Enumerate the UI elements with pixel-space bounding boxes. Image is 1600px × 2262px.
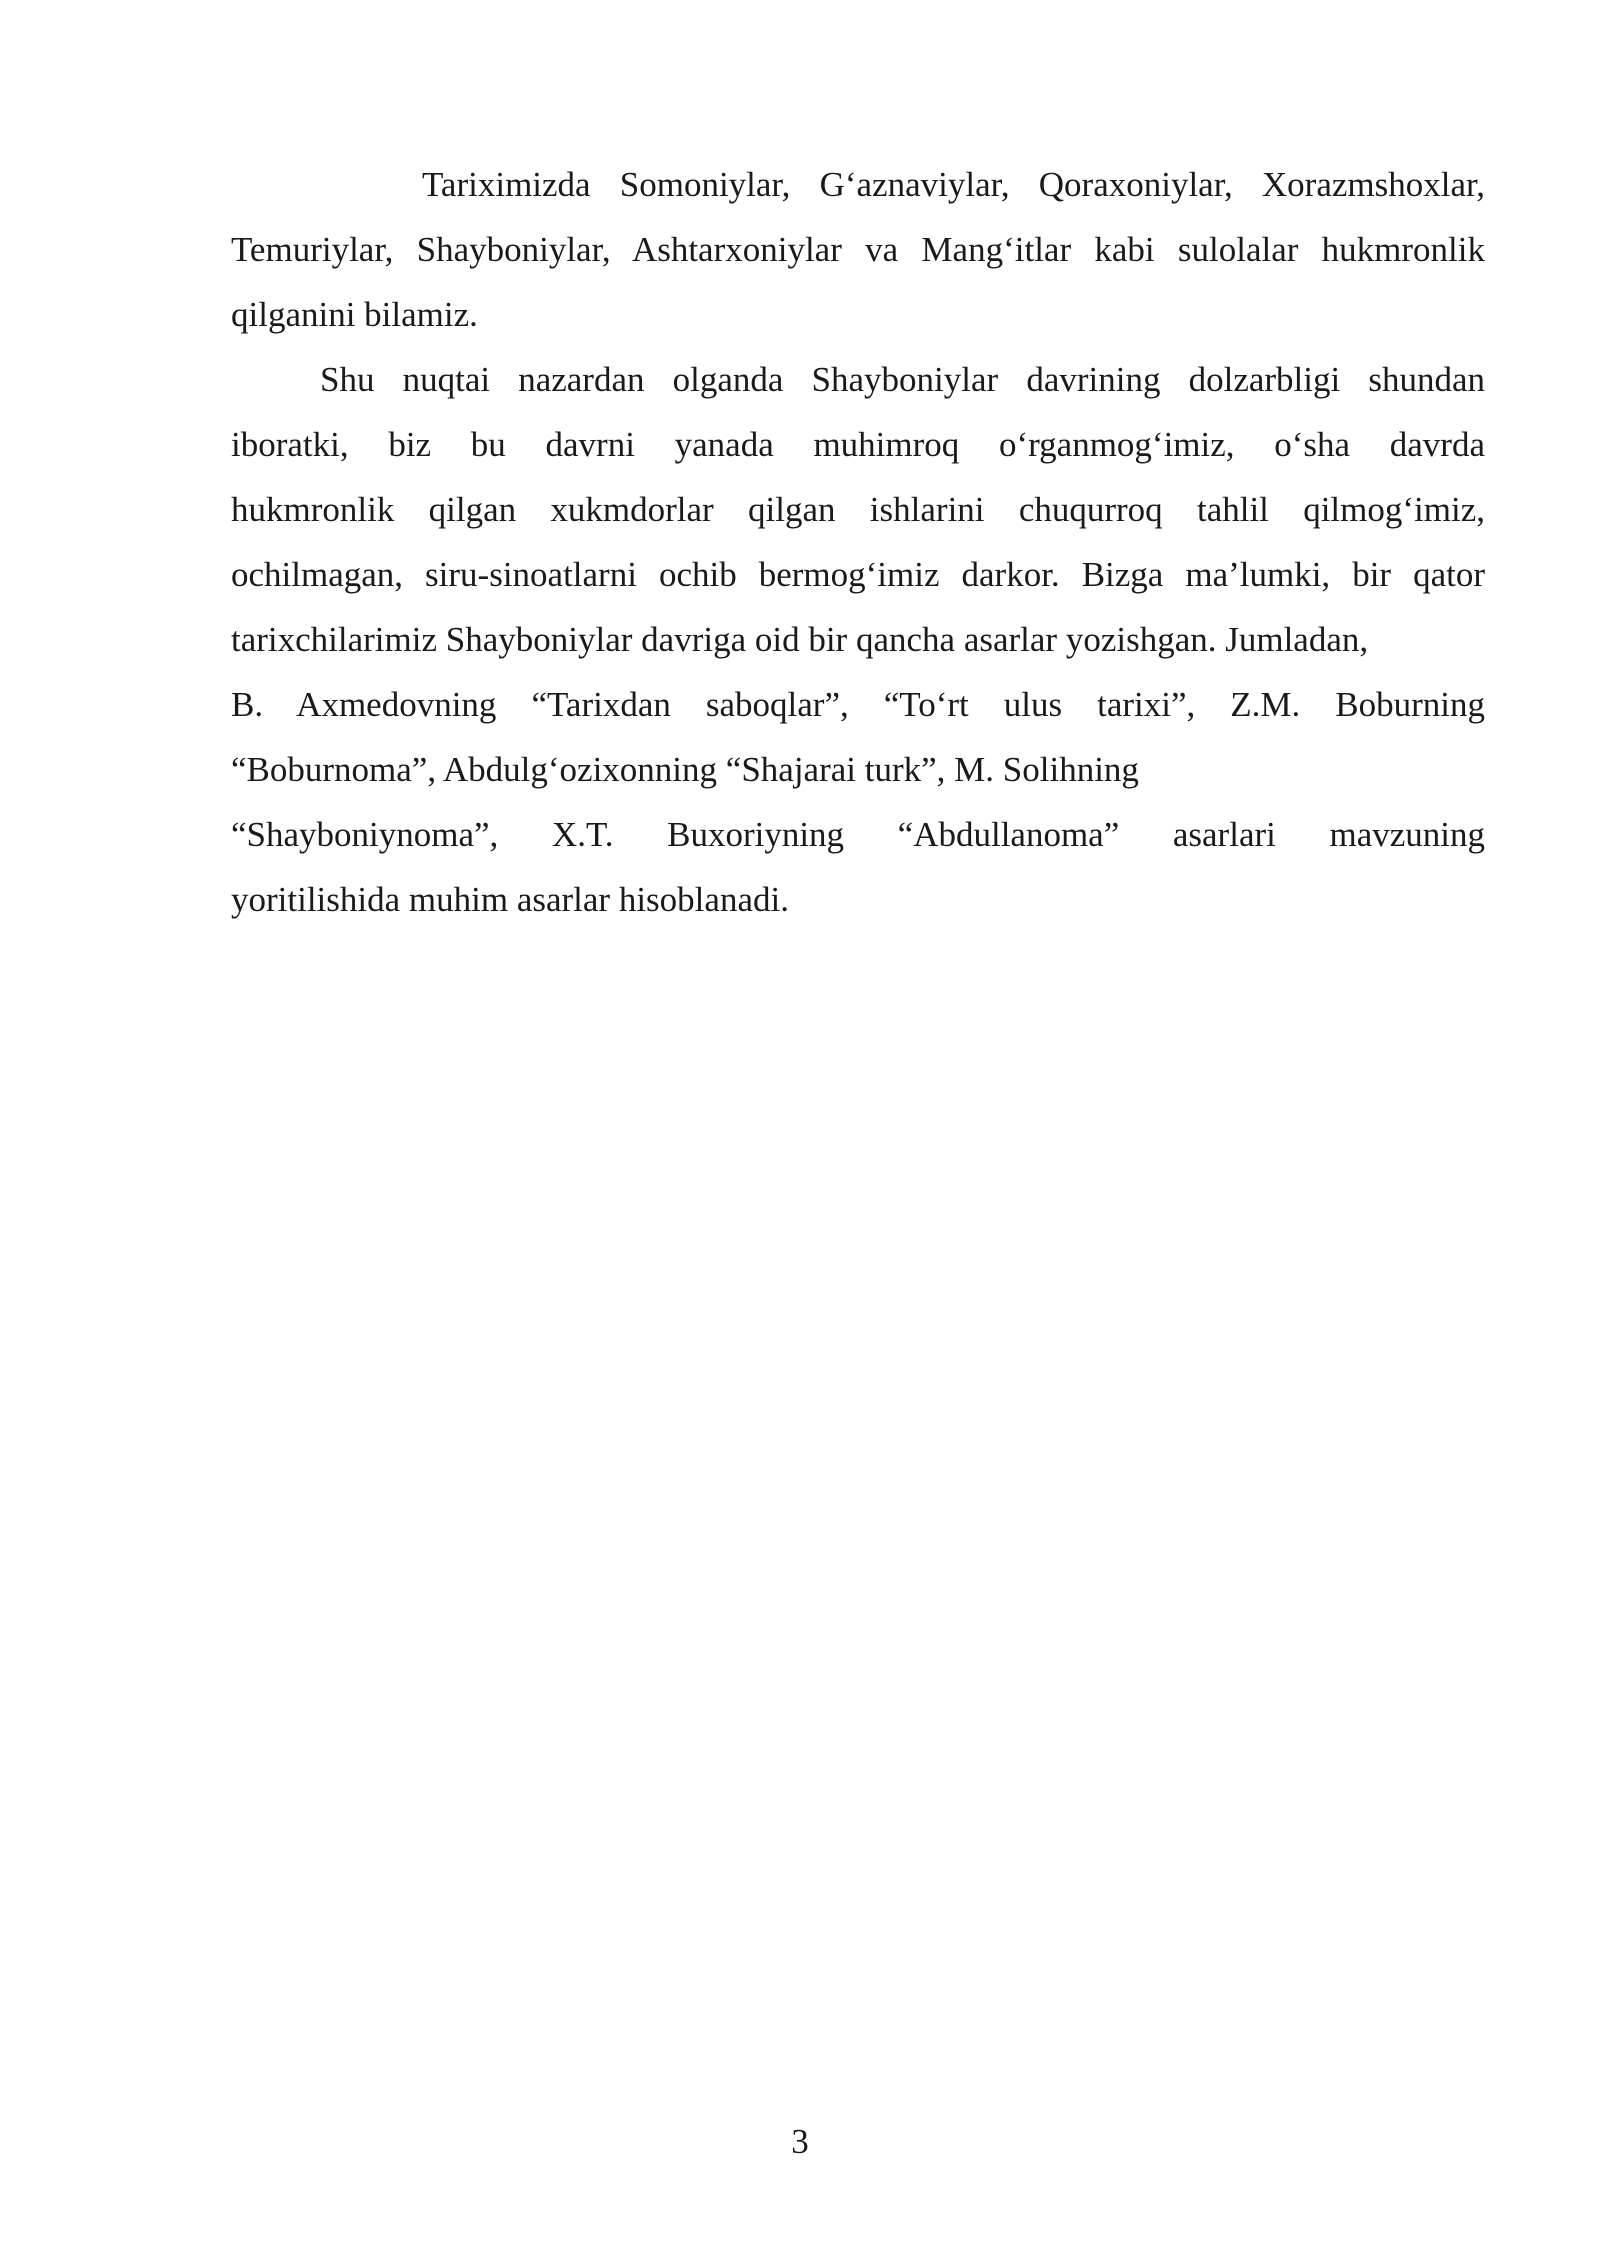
paragraph-line: Tariximizda Somoniylar, G‘aznaviylar, Qoraxoniylar, Xorazmshoxlar, xyxy=(422,165,1485,204)
paragraph-line: B. Axmedovning “Tarixdan saboqlar”, “To‘rt ulus tarixi”, Z.M. Boburning xyxy=(231,685,1485,724)
paragraph-line: iboratki, biz bu davrni yanada muhimroq o‘rganmog‘imiz, o‘sha davrda xyxy=(231,425,1485,464)
paragraph-1 xyxy=(231,152,1485,347)
paragraph-2 xyxy=(231,347,1485,932)
paragraph-line: yoritilishida muhim asarlar hisoblanadi. xyxy=(231,880,789,919)
paragraph-line: “Shayboniynoma”, X.T. Buxoriyning “Abdullanoma” asarlari mavzuning xyxy=(231,815,1485,854)
paragraph-line: Shu nuqtai nazardan olganda Shayboniylar davrining dolzarbligi shundan xyxy=(320,360,1485,399)
paragraph-line: tarixchilarimiz Shayboniylar davriga oid bir qancha asarlar yozishgan. Jumladan, xyxy=(231,620,1369,659)
document-body xyxy=(231,152,1485,932)
paragraph-line: “Boburnoma”, Abdulg‘ozixonning “Shajarai turk”, M. Solihning xyxy=(231,750,1139,789)
paragraph-line: ochilmagan, siru-sinoatlarni ochib bermog‘imiz darkor. Bizga ma’lumki, bir qator xyxy=(231,555,1485,594)
paragraph-line: qilganini bilamiz. xyxy=(231,295,478,334)
paragraph-line: hukmronlik qilgan xukmdorlar qilgan ishlarini chuqurroq tahlil qilmog‘imiz, xyxy=(231,490,1485,529)
page-number: 3 xyxy=(791,2122,809,2161)
paragraph-line: Temuriylar, Shayboniylar, Ashtarxoniylar va Mang‘itlar kabi sulolalar hukmronlik xyxy=(231,230,1485,269)
